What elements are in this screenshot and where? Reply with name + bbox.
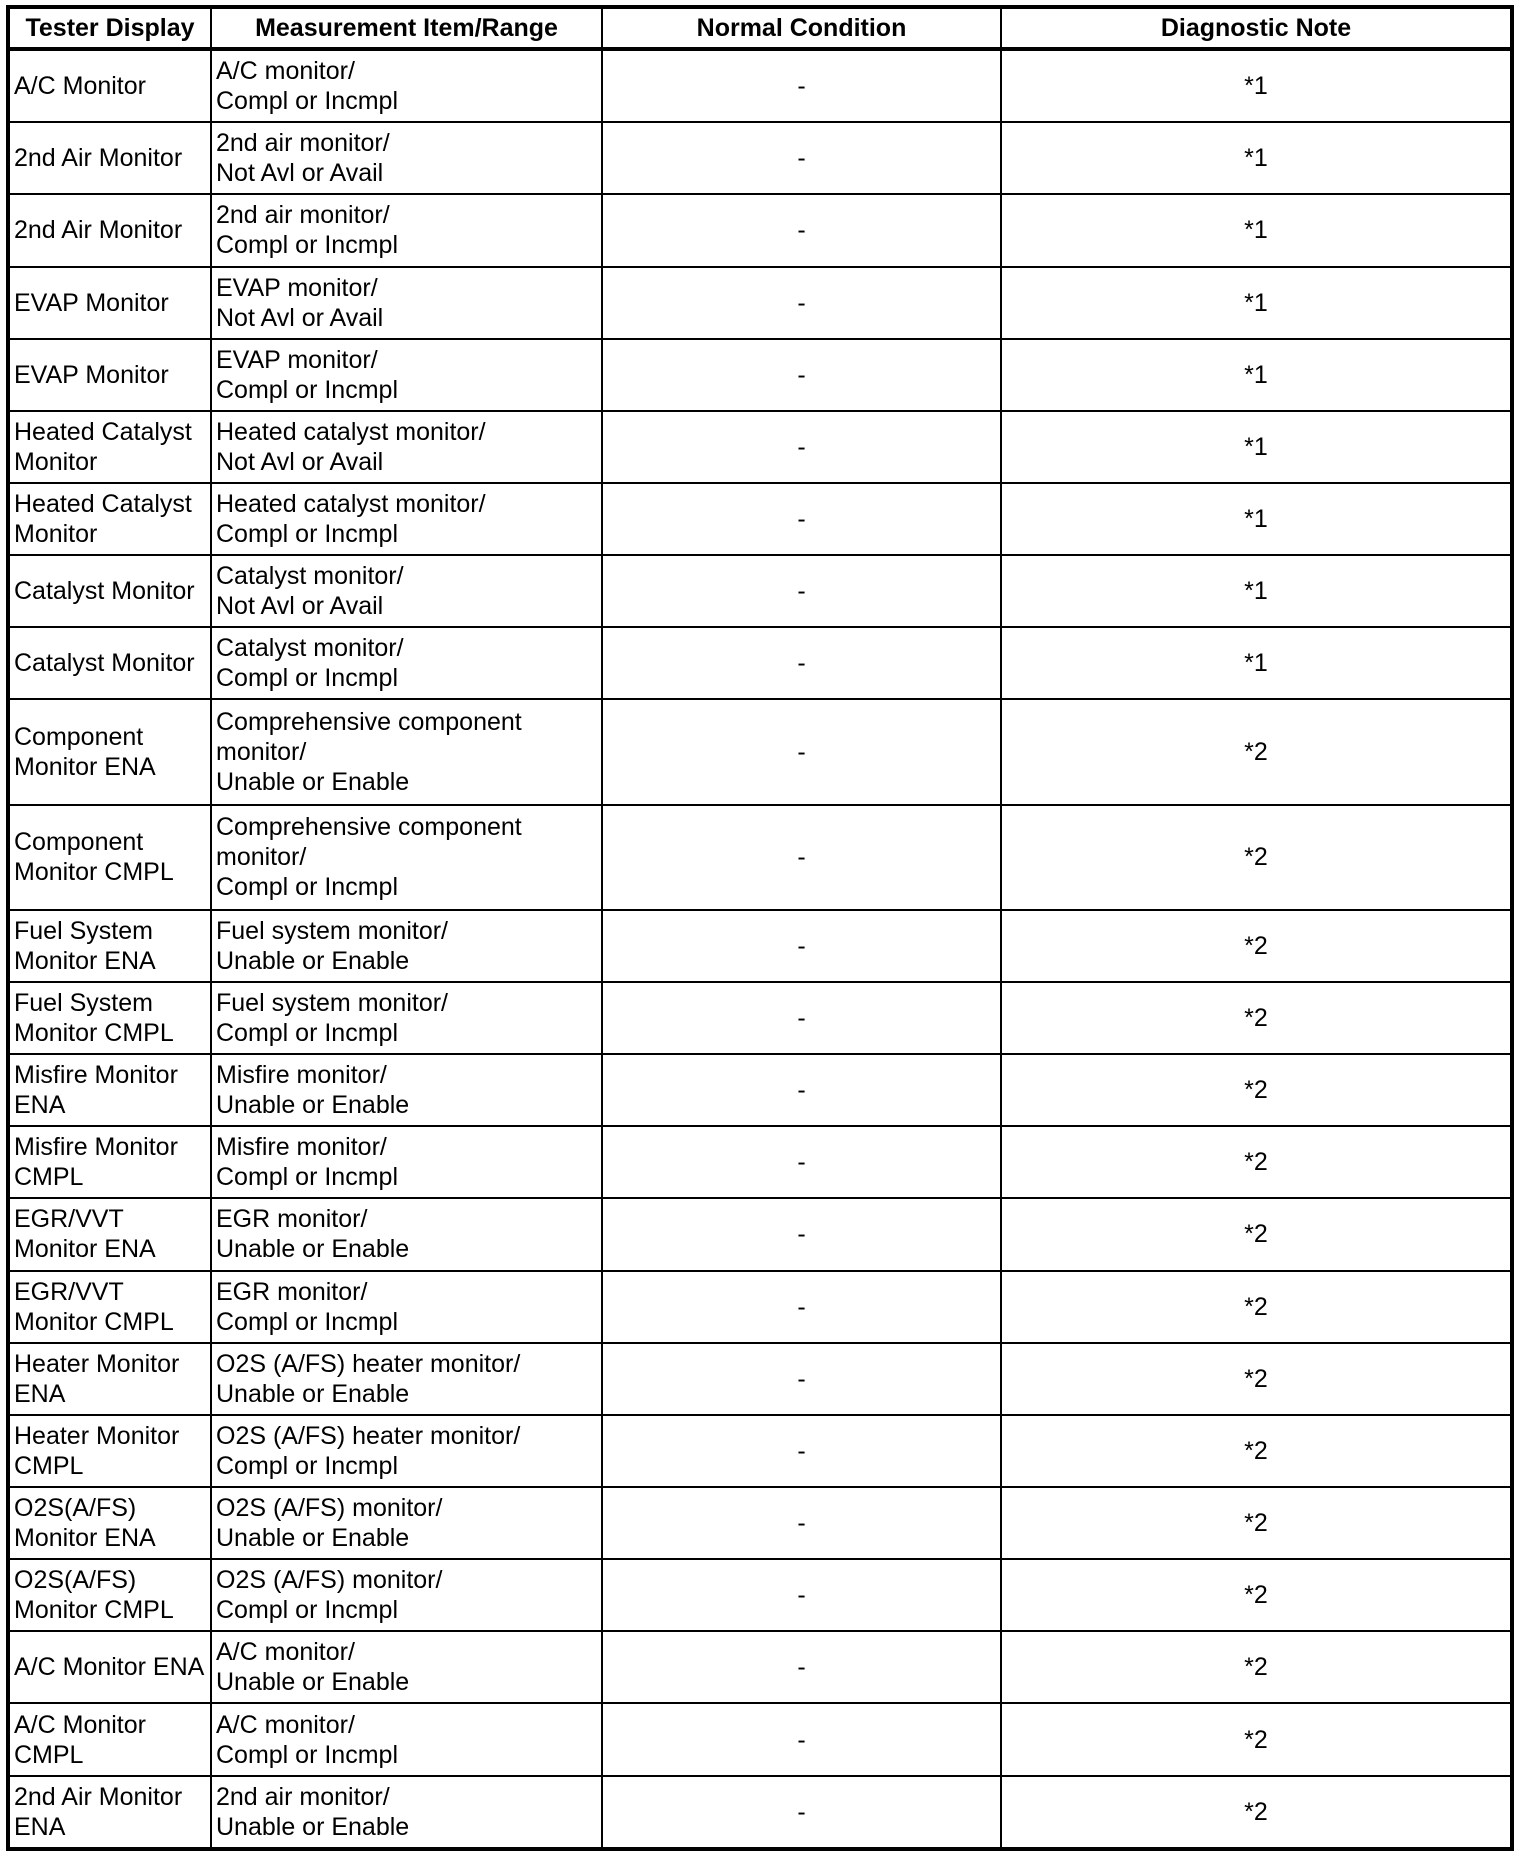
tester-display-cell: A/C Monitor CMPL xyxy=(8,1703,211,1775)
tester-display-cell: A/C Monitor xyxy=(8,49,211,122)
tester-display-cell: Fuel System Monitor ENA xyxy=(8,910,211,982)
normal-condition-cell: - xyxy=(602,1126,1001,1198)
normal-condition-cell: - xyxy=(602,1703,1001,1775)
tester-display-cell: EGR/VVT Monitor ENA xyxy=(8,1198,211,1270)
table-row xyxy=(8,805,1512,910)
measurement-range-cell: EVAP monitor/ Not Avl or Avail xyxy=(211,267,602,339)
table-row xyxy=(8,982,1512,1054)
normal-condition-cell: - xyxy=(602,339,1001,411)
normal-condition-cell: - xyxy=(602,483,1001,555)
normal-condition-cell: - xyxy=(602,1271,1001,1343)
table-row xyxy=(8,1126,1512,1198)
measurement-range-cell: O2S (A/FS) monitor/ Compl or Incmpl xyxy=(211,1559,602,1631)
tester-display-cell: O2S(A/FS) Monitor ENA xyxy=(8,1487,211,1559)
table-row xyxy=(8,267,1512,339)
diagnostic-note-cell: *2 xyxy=(1001,1703,1512,1775)
table-row xyxy=(8,1703,1512,1775)
monitor-status-table xyxy=(6,5,1514,1851)
table-row xyxy=(8,910,1512,982)
tester-display-cell: Component Monitor ENA xyxy=(8,699,211,804)
tester-display-cell: EVAP Monitor xyxy=(8,267,211,339)
measurement-range-cell: Comprehensive component monitor/ Compl or Incmpl xyxy=(211,805,602,910)
header-diagnostic-note: Diagnostic Note xyxy=(1001,7,1512,49)
table-header-row xyxy=(8,7,1512,49)
diagnostic-note-cell: *1 xyxy=(1001,194,1512,266)
tester-display-cell: O2S(A/FS) Monitor CMPL xyxy=(8,1559,211,1631)
tester-display-cell: Fuel System Monitor CMPL xyxy=(8,982,211,1054)
diagnostic-note-cell: *2 xyxy=(1001,1559,1512,1631)
table-row xyxy=(8,1776,1512,1849)
measurement-range-cell: Fuel system monitor/ Unable or Enable xyxy=(211,910,602,982)
tester-display-cell: 2nd Air Monitor ENA xyxy=(8,1776,211,1849)
normal-condition-cell: - xyxy=(602,267,1001,339)
normal-condition-cell: - xyxy=(602,1054,1001,1126)
normal-condition-cell: - xyxy=(602,49,1001,122)
measurement-range-cell: Heated catalyst monitor/ Not Avl or Avail xyxy=(211,411,602,483)
table-row xyxy=(8,1271,1512,1343)
measurement-range-cell: EGR monitor/ Compl or Incmpl xyxy=(211,1271,602,1343)
table-row xyxy=(8,1631,1512,1703)
measurement-range-cell: O2S (A/FS) heater monitor/ Unable or Enable xyxy=(211,1343,602,1415)
header-measurement-item-range: Measurement Item/Range xyxy=(211,7,602,49)
diagnostic-note-cell: *2 xyxy=(1001,1343,1512,1415)
diagnostic-note-cell: *2 xyxy=(1001,1487,1512,1559)
diagnostic-note-cell: *2 xyxy=(1001,1054,1512,1126)
measurement-range-cell: Catalyst monitor/ Compl or Incmpl xyxy=(211,627,602,699)
table-row xyxy=(8,483,1512,555)
tester-display-cell: Misfire Monitor CMPL xyxy=(8,1126,211,1198)
diagnostic-note-cell: *1 xyxy=(1001,483,1512,555)
normal-condition-cell: - xyxy=(602,1415,1001,1487)
measurement-range-cell: 2nd air monitor/ Not Avl or Avail xyxy=(211,122,602,194)
table-row xyxy=(8,411,1512,483)
diagnostic-note-cell: *2 xyxy=(1001,699,1512,804)
measurement-range-cell: O2S (A/FS) monitor/ Unable or Enable xyxy=(211,1487,602,1559)
table-row xyxy=(8,627,1512,699)
measurement-range-cell: A/C monitor/ Compl or Incmpl xyxy=(211,49,602,122)
tester-display-cell: 2nd Air Monitor xyxy=(8,194,211,266)
diagnostic-note-cell: *2 xyxy=(1001,982,1512,1054)
tester-display-cell: EGR/VVT Monitor CMPL xyxy=(8,1271,211,1343)
tester-display-cell: Misfire Monitor ENA xyxy=(8,1054,211,1126)
table-row xyxy=(8,699,1512,804)
measurement-range-cell: Comprehensive component monitor/ Unable or Enable xyxy=(211,699,602,804)
tester-display-cell: 2nd Air Monitor xyxy=(8,122,211,194)
measurement-range-cell: Catalyst monitor/ Not Avl or Avail xyxy=(211,555,602,627)
table-row xyxy=(8,1343,1512,1415)
measurement-range-cell: EVAP monitor/ Compl or Incmpl xyxy=(211,339,602,411)
diagnostic-note-cell: *2 xyxy=(1001,1776,1512,1849)
header-normal-condition: Normal Condition xyxy=(602,7,1001,49)
normal-condition-cell: - xyxy=(602,1776,1001,1849)
normal-condition-cell: - xyxy=(602,910,1001,982)
normal-condition-cell: - xyxy=(602,1343,1001,1415)
header-tester-display: Tester Display xyxy=(8,7,211,49)
tester-display-cell: Component Monitor CMPL xyxy=(8,805,211,910)
table-row xyxy=(8,1054,1512,1126)
measurement-range-cell: 2nd air monitor/ Compl or Incmpl xyxy=(211,194,602,266)
table-row xyxy=(8,1415,1512,1487)
diagnostic-note-cell: *1 xyxy=(1001,267,1512,339)
table-row xyxy=(8,49,1512,122)
table-row xyxy=(8,1487,1512,1559)
normal-condition-cell: - xyxy=(602,555,1001,627)
diagnostic-note-cell: *2 xyxy=(1001,805,1512,910)
measurement-range-cell: EGR monitor/ Unable or Enable xyxy=(211,1198,602,1270)
diagnostic-note-cell: *1 xyxy=(1001,49,1512,122)
table-row xyxy=(8,1559,1512,1631)
measurement-range-cell: O2S (A/FS) heater monitor/ Compl or Incmpl xyxy=(211,1415,602,1487)
measurement-range-cell: Misfire monitor/ Compl or Incmpl xyxy=(211,1126,602,1198)
table-row xyxy=(8,339,1512,411)
table-row xyxy=(8,194,1512,266)
normal-condition-cell: - xyxy=(602,1198,1001,1270)
diagnostic-note-cell: *2 xyxy=(1001,1198,1512,1270)
diagnostic-note-cell: *2 xyxy=(1001,1271,1512,1343)
diagnostic-note-cell: *1 xyxy=(1001,411,1512,483)
diagnostic-note-cell: *1 xyxy=(1001,627,1512,699)
diagnostic-note-cell: *2 xyxy=(1001,1631,1512,1703)
table-row xyxy=(8,1198,1512,1270)
tester-display-cell: Heater Monitor ENA xyxy=(8,1343,211,1415)
measurement-range-cell: A/C monitor/ Unable or Enable xyxy=(211,1631,602,1703)
normal-condition-cell: - xyxy=(602,1559,1001,1631)
tester-display-cell: Catalyst Monitor xyxy=(8,555,211,627)
normal-condition-cell: - xyxy=(602,194,1001,266)
tester-display-cell: A/C Monitor ENA xyxy=(8,1631,211,1703)
normal-condition-cell: - xyxy=(602,805,1001,910)
tester-display-cell: EVAP Monitor xyxy=(8,339,211,411)
normal-condition-cell: - xyxy=(602,982,1001,1054)
measurement-range-cell: 2nd air monitor/ Unable or Enable xyxy=(211,1776,602,1849)
diagnostic-note-cell: *1 xyxy=(1001,122,1512,194)
normal-condition-cell: - xyxy=(602,1631,1001,1703)
normal-condition-cell: - xyxy=(602,627,1001,699)
table-body xyxy=(8,49,1512,1849)
tester-display-cell: Heated Catalyst Monitor xyxy=(8,483,211,555)
measurement-range-cell: A/C monitor/ Compl or Incmpl xyxy=(211,1703,602,1775)
measurement-range-cell: Fuel system monitor/ Compl or Incmpl xyxy=(211,982,602,1054)
tester-display-cell: Heated Catalyst Monitor xyxy=(8,411,211,483)
diagnostic-note-cell: *2 xyxy=(1001,1415,1512,1487)
diagnostic-note-cell: *1 xyxy=(1001,555,1512,627)
normal-condition-cell: - xyxy=(602,122,1001,194)
measurement-range-cell: Misfire monitor/ Unable or Enable xyxy=(211,1054,602,1126)
table-row xyxy=(8,122,1512,194)
normal-condition-cell: - xyxy=(602,411,1001,483)
measurement-range-cell: Heated catalyst monitor/ Compl or Incmpl xyxy=(211,483,602,555)
normal-condition-cell: - xyxy=(602,699,1001,804)
diagnostic-note-cell: *2 xyxy=(1001,910,1512,982)
table-row xyxy=(8,555,1512,627)
tester-display-cell: Catalyst Monitor xyxy=(8,627,211,699)
diagnostic-note-cell: *1 xyxy=(1001,339,1512,411)
diagnostic-note-cell: *2 xyxy=(1001,1126,1512,1198)
tester-display-cell: Heater Monitor CMPL xyxy=(8,1415,211,1487)
normal-condition-cell: - xyxy=(602,1487,1001,1559)
